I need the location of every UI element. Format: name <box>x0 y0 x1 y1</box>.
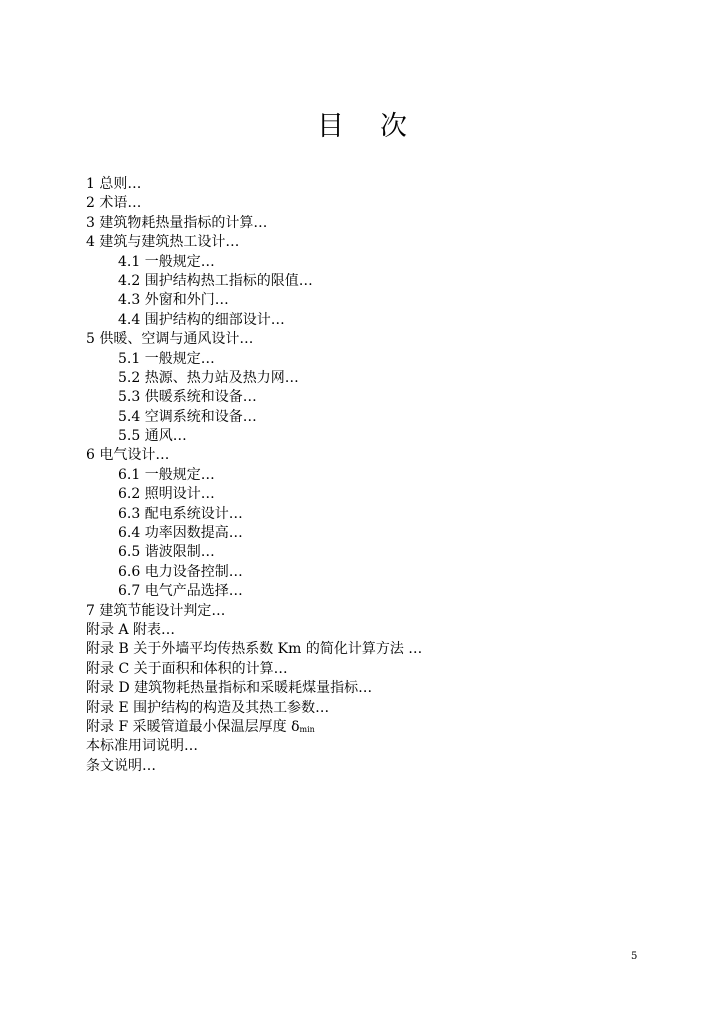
toc-leader-dots: … <box>172 428 183 445</box>
toc-entry-label: 7 建筑节能设计判定 <box>86 602 212 619</box>
toc-entry-label: 附录 F 采暖管道最小保温层厚度 δ <box>86 718 300 735</box>
toc-entry[interactable] <box>86 446 556 465</box>
toc-entry-subscript: min <box>299 724 315 734</box>
toc-entry[interactable] <box>86 505 556 524</box>
toc-entry[interactable] <box>86 621 556 640</box>
toc-entry[interactable] <box>86 563 556 582</box>
toc-entry-label: 附录 A 附表 <box>86 621 162 638</box>
toc-entry[interactable] <box>86 214 556 233</box>
toc-entry[interactable] <box>86 466 556 485</box>
toc-leader-dots: … <box>200 466 211 483</box>
toc-leader-dots: … <box>284 369 295 386</box>
toc-entry-label: 6.4 功率因数提高 <box>118 525 229 542</box>
toc-entry-label: 4 建筑与建筑热工设计 <box>86 234 226 251</box>
toc-entry-label: 6.6 电力设备控制 <box>118 563 229 580</box>
toc-leader-dots: … <box>239 331 250 348</box>
toc-title-char-2: 次 <box>380 111 407 142</box>
toc-leader-dots: … <box>155 447 166 464</box>
toc-leader-dots: … <box>200 486 211 503</box>
toc-entry-label: 6.3 配电系统设计 <box>118 505 229 522</box>
toc-leader-dots: … <box>225 234 236 251</box>
toc-entry[interactable] <box>86 369 556 388</box>
toc-leader-dots: … <box>270 311 281 328</box>
toc-leader-dots: … <box>228 563 239 580</box>
toc-entry-label: 5.5 通风 <box>118 428 173 445</box>
toc-entry[interactable] <box>86 194 556 213</box>
toc-entry[interactable] <box>86 543 556 562</box>
toc-entry[interactable] <box>86 640 556 659</box>
toc-leader-dots: … <box>273 660 284 677</box>
toc-entry-label: 4.4 围护结构的细部设计 <box>118 311 271 328</box>
toc-entry[interactable] <box>86 233 556 252</box>
toc-entry-label: 5 供暖、空调与通风设计 <box>86 331 240 348</box>
toc-entry-label: 5.2 热源、热力站及热力网 <box>118 369 285 386</box>
toc-leader-dots: … <box>214 292 225 309</box>
toc-entry-label: 条文说明 <box>86 757 142 774</box>
toc-entry[interactable] <box>86 524 556 543</box>
toc-entry-label: 本标准用词说明 <box>86 738 184 755</box>
toc-entry-label: 5.3 供暖系统和设备 <box>118 389 243 406</box>
toc-entry-label: 附录 C 关于面积和体积的计算 <box>86 660 274 677</box>
toc-entry[interactable] <box>86 679 556 698</box>
toc-leader-dots: … <box>200 253 211 270</box>
toc-entry[interactable] <box>86 408 556 427</box>
toc-entry[interactable] <box>86 757 556 776</box>
toc-entry-label: 6 电气设计 <box>86 447 156 464</box>
toc-entry[interactable] <box>86 485 556 504</box>
toc-leader-dots: … <box>358 680 368 697</box>
toc-leader-dots: … <box>315 699 325 716</box>
toc-entry-label: 6.1 一般规定 <box>118 466 201 483</box>
toc-leader-dots: … <box>228 505 239 522</box>
toc-entry-label: 5.4 空调系统和设备 <box>118 408 243 425</box>
toc-entry-label: 5.1 一般规定 <box>118 350 201 367</box>
toc-leader-dots: … <box>228 583 239 600</box>
toc-leader-dots: … <box>298 272 309 289</box>
toc-entry-label: 1 总则 <box>86 176 128 192</box>
toc-leader-dots: … <box>408 641 419 658</box>
toc-leader-dots: … <box>127 195 138 212</box>
toc-entry-label: 6.7 电气产品选择 <box>118 583 229 600</box>
toc-entry-label: 附录 B 关于外墙平均传热系数 Km 的简化计算方法 <box>86 641 409 658</box>
toc-leader-dots: … <box>127 176 138 192</box>
toc-entry-label: 6.5 谐波限制 <box>118 544 201 561</box>
toc-title <box>0 104 724 143</box>
page-number: 5 <box>631 951 638 962</box>
toc-entry[interactable] <box>86 602 556 621</box>
toc-entry[interactable] <box>86 699 556 718</box>
toc-entry[interactable] <box>86 737 556 756</box>
toc-entry-label: 2 术语 <box>86 195 128 212</box>
toc-entry[interactable] <box>86 253 556 272</box>
toc-entry-label: 4.2 围护结构热工指标的限值 <box>118 272 299 289</box>
toc-entry[interactable] <box>86 388 556 407</box>
toc-entry-label: 6.2 照明设计 <box>118 486 201 503</box>
toc-entry-label: 附录 E 围护结构的构造及其热工参数 <box>86 699 316 716</box>
toc-entry-label: 4.3 外窗和外门 <box>118 292 215 309</box>
toc-leader-dots: … <box>228 525 239 542</box>
toc-leader-dots: … <box>211 602 222 619</box>
toc-entry[interactable] <box>86 718 556 737</box>
toc-entry-label: 4.1 一般规定 <box>118 253 201 270</box>
toc-entry[interactable] <box>86 350 556 369</box>
toc-leader-dots: … <box>253 214 264 231</box>
toc-leader-dots: … <box>242 408 253 425</box>
toc-leader-dots: … <box>184 738 194 755</box>
table-of-contents <box>86 175 556 776</box>
toc-entry[interactable] <box>86 272 556 291</box>
toc-leader-dots: … <box>161 621 171 638</box>
toc-entry-label: 3 建筑物耗热量指标的计算 <box>86 214 254 231</box>
toc-entry[interactable] <box>86 660 556 679</box>
toc-entry-label: 附录 D 建筑物耗热量指标和采暖耗煤量指标 <box>86 680 359 697</box>
toc-leader-dots: … <box>200 544 211 561</box>
toc-leader-dots: … <box>200 350 211 367</box>
toc-entry[interactable] <box>86 291 556 310</box>
toc-entry[interactable] <box>86 330 556 349</box>
toc-entry[interactable] <box>86 427 556 446</box>
toc-title-char-1: 目 <box>317 111 344 142</box>
toc-leader-dots: … <box>142 757 152 774</box>
toc-entry[interactable] <box>86 175 556 194</box>
toc-leader-dots: … <box>242 389 253 406</box>
toc-entry[interactable] <box>86 582 556 601</box>
toc-entry[interactable] <box>86 311 556 330</box>
